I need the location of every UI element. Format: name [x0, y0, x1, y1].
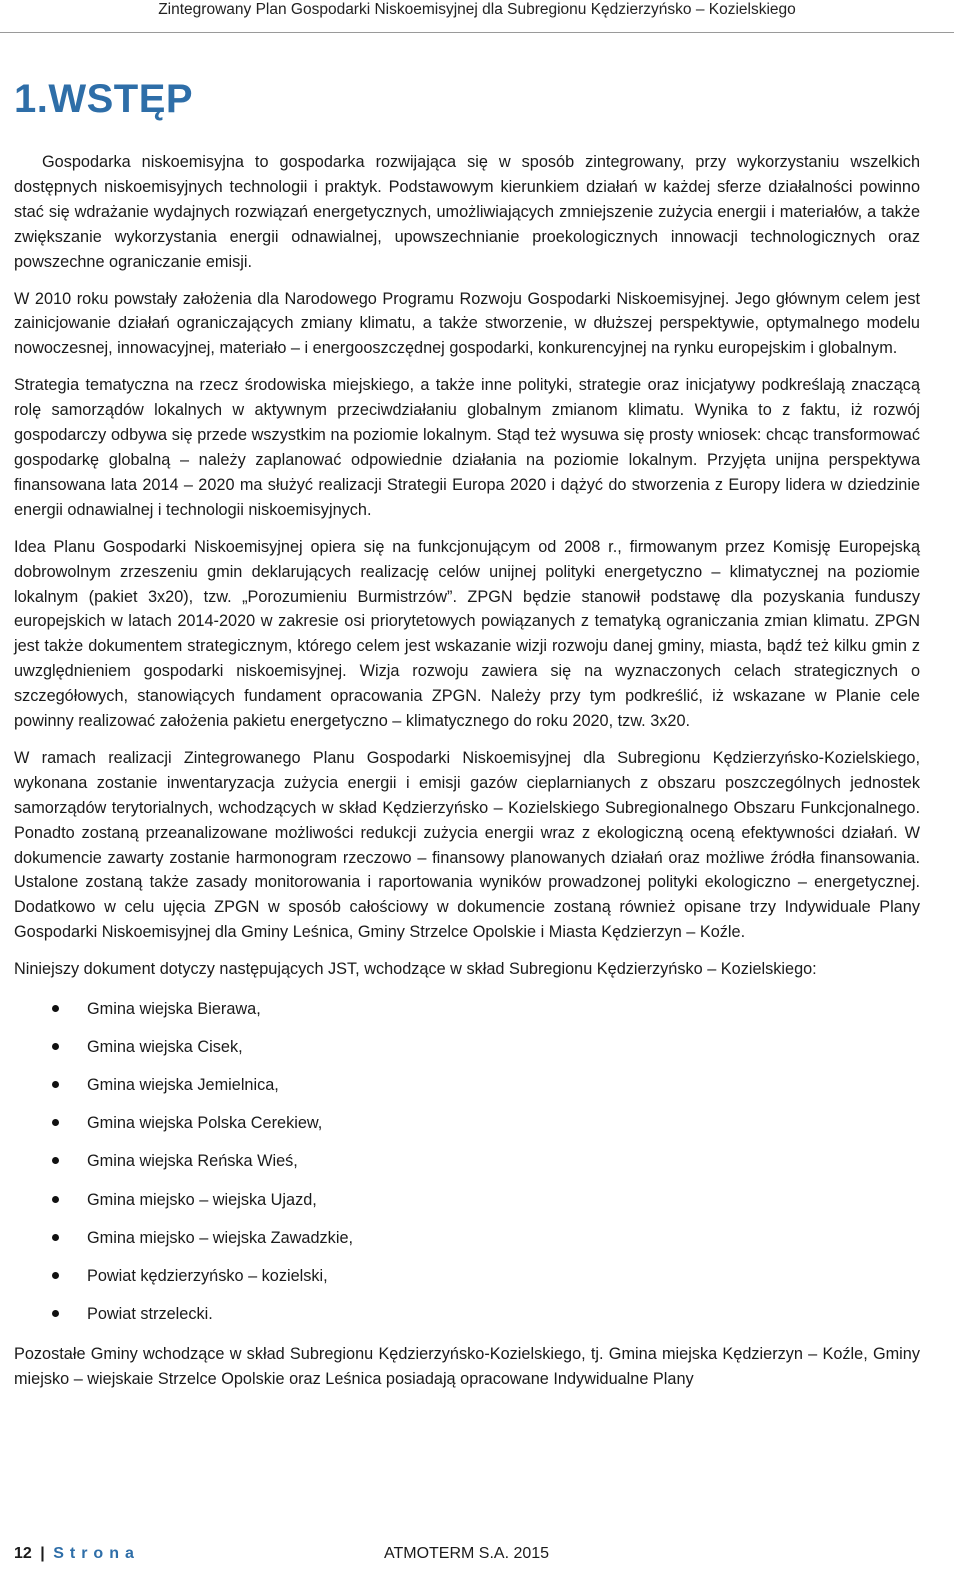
list-item: [14, 1104, 920, 1142]
list-item-text: Gmina miejsko – wiejska Zawadzkie,: [87, 1228, 354, 1247]
list-item-text: Gmina wiejska Reńska Wieś,: [87, 1152, 298, 1171]
page-word: Strona: [53, 1545, 140, 1562]
list-item-text: Gmina wiejska Polska Cerekiew,: [87, 1114, 323, 1133]
page-footer: [0, 1540, 960, 1570]
chapter-title: 1.WSTĘP: [14, 77, 194, 121]
paragraph-national-program: W 2010 roku powstały założenia dla Narodowego Programu Rozwoju Gospodarki Niskoemisyjnej. Jego głównym celem jest zainicjowanie działań ograniczających zmiany klimatu, a także stworzenie, w dłuższej perspektywie, optymalnego modelu nowoczesnej, innowacyjnej, materiało – i energooszczędnej gospodarki, konkurencyjnej na rynku europejskim i globalnym.: [14, 289, 920, 358]
list-item-text: Powiat strzelecki.: [87, 1304, 213, 1323]
header-title: Zintegrowany Plan Gospodarki Niskoemisyjnej dla Subregionu Kędzierzyńsko – Kozielskiego: [158, 1, 796, 18]
page-number-label: [14, 1545, 140, 1563]
list-item: [14, 1142, 920, 1180]
list-item-text: Gmina wiejska Cisek,: [87, 1038, 243, 1057]
footer-separator: |: [40, 1545, 45, 1562]
list-item: [14, 1295, 920, 1333]
document-body: [14, 150, 920, 1404]
paragraph-plan-idea: Idea Planu Gospodarki Niskoemisyjnej opiera się na funkcjonującym od 2008 r., firmowanym przez Komisję Europejską dobrowolnym zrzeszeniu gmin deklarujących realizację celów unijnej polityki energetyczno – klimatycznej na poziomie lokalnym (pakiet 3x20), tzw. „Porozumieniu Burmistrzów”. ZPGN będzie stanowił podstawę dla pozyskania funduszy europejskich w latach 2014-2020 w zakresie osi priorytetowych powiązanych z tematyką ograniczania zmian klimatu. ZPGN jest także dokumentem strategicznym, którego celem jest wskazanie wizji rozwoju danej gminy, miasta, bądź też kilku gmin z uwzględnieniem gospodarki niskoemisyjnej. Wizja rozwoju zawiera się na wyznaczonych celach strategicznych o szczegółowych, stanowiących fundament opracowania ZPGN. Należy przy tym podkreślić, iż wskazane w Planie cele powinny realizować założenia pakietu energetyczno – klimatycznego do roku 2020, tzw. 3x20.: [14, 537, 920, 731]
list-item-text: Gmina miejsko – wiejska Ujazd,: [87, 1190, 317, 1209]
paragraph-list-intro: Niniejszy dokument dotyczy następujących JST, wchodzące w skład Subregionu Kędzierzyńsko – Kozielskiego:: [14, 960, 817, 979]
bullet-icon: [52, 1005, 59, 1012]
footer-company: ATMOTERM S.A. 2015: [384, 1545, 550, 1562]
bullet-icon: [52, 1043, 59, 1050]
bullet-icon: [52, 1157, 59, 1164]
paragraph-closing: Pozostałe Gminy wchodzące w skład Subregionu Kędzierzyńsko-Kozielskiego, tj. Gmina miejska Kędzierzyn – Koźle, Gminy miejsko – wiejskaie Strzelce Opolskie oraz Leśnica posiadają opracowane Indywidualne Plany: [14, 1344, 920, 1388]
list-item-text: Powiat kędzierzyńsko – kozielski,: [87, 1266, 328, 1285]
paragraph-implementation: W ramach realizacji Zintegrowanego Planu Gospodarki Niskoemisyjnej dla Subregionu Kędzierzyńsko-Kozielskiego, wykonana zostanie inwentaryzacja zużycia energii i emisji gazów cieplarnianych z obszaru poszczególnych jednostek samorządów terytorialnych, wchodzących w skład Kędzierzyńsko – Kozielskiego Subregionalnego Obszaru Funkcjonalnego. Ponadto zostaną przeanalizowane możliwości redukcji zużycia energii wraz z ekologiczną oceną efektywności działań. W dokumencie zawarty zostanie harmonogram rzeczowo – finansowy planowanych działań oraz możliwe źródła finansowania. Ustalone zostaną także zasady monitorowania i raportowania wyników prowadzonej polityki ekologiczno – energetycznej. Dodatkowo w celu ujęcia ZPGN w sposób całościowy w dokumencie zostaną również opisane trzy Indywiduale Plany Gospodarki Niskoemisyjnej dla Gminy Leśnica, Gminy Strzelce Opolskie i Miasta Kędzierzyn – Koźle.: [14, 748, 920, 942]
list-item: [14, 1219, 920, 1257]
bullet-icon: [52, 1272, 59, 1279]
list-item-text: Gmina wiejska Jemielnica,: [87, 1076, 279, 1095]
bullet-icon: [52, 1081, 59, 1088]
bullet-icon: [52, 1310, 59, 1317]
paragraph-intro: Gospodarka niskoemisyjna to gospodarka rozwijająca się w sposób zintegrowany, przy wykorzystaniu wszelkich dostępnych niskoemisyjnych technologii i praktyk. Podstawowym kierunkiem działań w każdej sferze działalności powinno stać się wdrażanie wydajnych rozwiązań energetycznych, umożliwiających zmniejszenie zużycia energii i materiałów, a także zwiększanie wykorzystania energii odnawialnej, upowszechnianie proekologicznych innowacji technologicznych oraz powszechne ograniczanie emisji.: [14, 153, 920, 271]
bullet-icon: [52, 1196, 59, 1203]
bullet-icon: [52, 1119, 59, 1126]
bullet-icon: [52, 1234, 59, 1241]
page-header: [0, 0, 954, 33]
list-item: [14, 1066, 920, 1104]
page-number: 12: [14, 1545, 32, 1562]
municipality-list: [14, 990, 920, 1333]
paragraph-strategy: Strategia tematyczna na rzecz środowiska miejskiego, a także inne polityki, strategie oraz inicjatywy podkreślają znaczącą rolę samorządów lokalnych w aktywnym przeciwdziałaniu globalnym zmianom klimatu. Wynika to z faktu, iż rozwój gospodarczy odbywa się przede wszystkim na poziomie lokalnym. Stąd też wysuwa się prosty wniosek: chcąc transformować gospodarkę globalną – należy zaplanować odpowiednie działania na poziomie lokalnym. Przyjęta unijna perspektywa finansowana lata 2014 – 2020 ma służyć realizacji Strategii Europa 2020 i dążyć do stworzenia z Europy lidera w dziedzinie energii odnawialnej i technologii niskoemisyjnych.: [14, 376, 920, 519]
list-item: [14, 990, 920, 1028]
list-item: [14, 1257, 920, 1295]
list-item: [14, 1028, 920, 1066]
list-item: [14, 1181, 920, 1219]
list-item-text: Gmina wiejska Bierawa,: [87, 1000, 261, 1019]
